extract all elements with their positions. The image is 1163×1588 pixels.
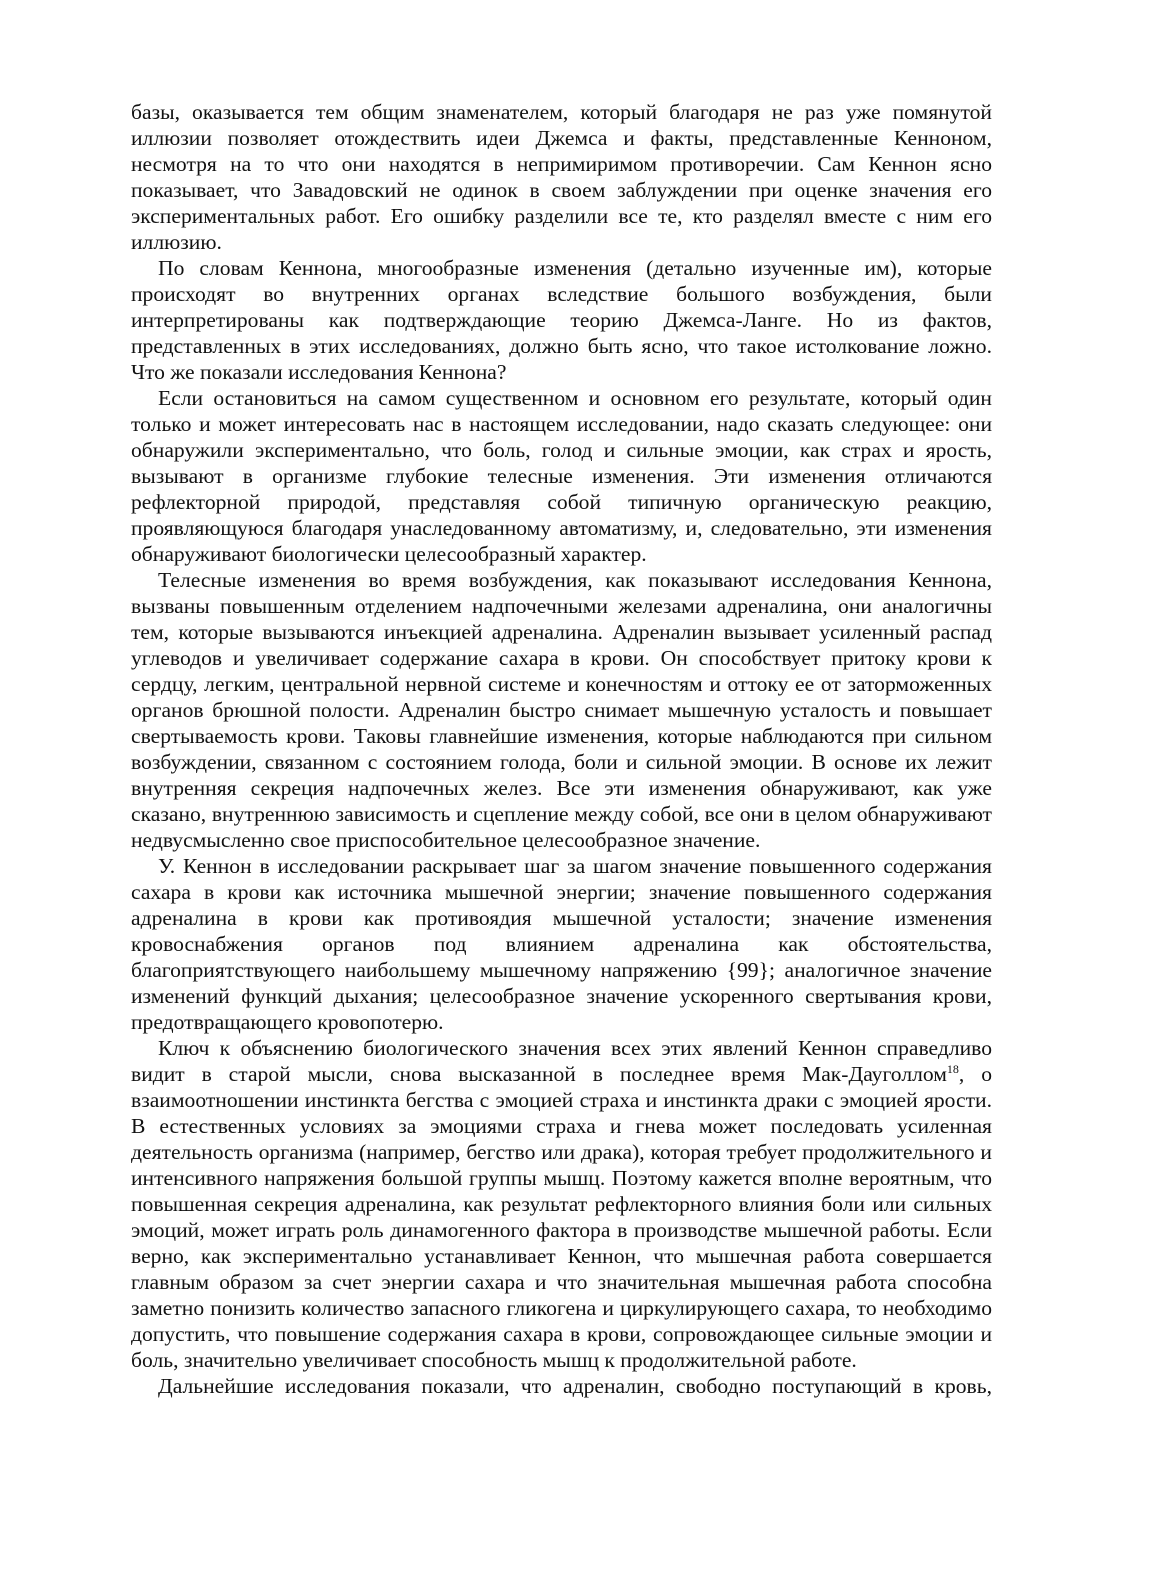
paragraph-6 — [131, 1035, 992, 1373]
footnote-marker[interactable]: 18 — [946, 1061, 959, 1076]
paragraph-6-text-after: , о взаимоотношении инстинкта бегства с эмоцией страха и инстинкта драки с эмоцией ярости. В естественных условиях за эмоциями страха и гнева может последовать усиленная деятельность организма (например, бегство или драка), которая требует продолжительного и интенсивного напряжения большой группы мышц. Поэтому кажется вполне вероятным, что повышенная секреция адреналина, как результат рефлекторного влияния боли или сильных эмоций, может играть роль динамогенного фактора в производстве мышечной работы. Если верно, как экспериментально устанавливает Кеннон, что мышечная работа совершается главным образом за счет энергии сахара и что значительная мышечная работа способна заметно понизить количество запасного гликогена и циркулирующего сахара, то необходимо допустить, что повышение содержания сахара в крови, сопровождающее сильные эмоции и боль, значительно увеличивает способность мышц к продолжительной работе. — [131, 1062, 992, 1372]
paragraph-5: У. Кеннон в исследовании раскрывает шаг за шагом значение повышенного содержания сахара в крови как источника мышечной энергии; значение повышенного содержания адреналина в крови как противоядия мышечной усталости; значение изменения кровоснабжения органов под влиянием адреналина как обстоятельства, благоприятствующего наибольшему мышечному напряжению {99}; аналогичное значение изменений функций дыхания; целесообразное значение ускоренного свертывания крови, предотвращающего кровопотерю. — [131, 854, 992, 1034]
paragraph-2: По словам Кеннона, многообразные изменения (детально изученные им), которые происходят во внутренних органах вследствие большого возбуждения, были интерпретированы как подтверждающие теорию Джемса-Ланге. Но из фактов, представленных в этих исследованиях, должно быть ясно, что такое истолкование ложно. Что же показали исследования Кеннона? — [131, 256, 992, 384]
paragraph-3: Если остановиться на самом существенном и основном его результате, который один только и может интересовать нас в настоящем исследовании, надо сказать следующее: они обнаружили экспериментально, что боль, голод и сильные эмоции, как страх и ярость, вызывают в организме глубокие телесные изменения. Эти изменения отличаются рефлекторной природой, представляя собой типичную органическую реакцию, проявляющуюся благодаря унаследованному автоматизму, и, следовательно, эти изменения обнаруживают биологически целесообразный характер. — [131, 386, 992, 566]
body-text — [131, 99, 992, 1399]
paragraph-4: Телесные изменения во время возбуждения, как показывают исследования Кеннона, вызваны повышенным отделением надпочечными железами адреналина, они аналогичны тем, которые вызываются инъекцией адреналина. Адреналин вызывает усиленный распад углеводов и увеличивает содержание сахара в крови. Он способствует притоку крови к сердцу, легким, центральной нервной системе и конечностям и оттоку ее от заторможенных органов брюшной полости. Адреналин быстро снимает мышечную усталость и повышает свертываемость крови. Таковы главнейшие изменения, которые наблюдаются при сильном возбуждении, связанном с состоянием голода, боли и сильной эмоции. В основе их лежит внутренняя секреция надпочечных желез. Все эти изменения обнаруживают, как уже сказано, внутреннюю зависимость и сцепление между собой, все они в целом обнаруживают недвусмысленно свое приспособительное целесообразное значение. — [131, 568, 992, 852]
paragraph-7: Дальнейшие исследования показали, что адреналин, свободно поступающий в кровь, — [158, 1374, 992, 1398]
paragraph-6-text-before: Ключ к объяснению биологического значения всех этих явлений Кеннон справедливо видит в старой мысли, снова высказанной в последнее время Мак-Дауголлом — [131, 1036, 992, 1086]
paragraph-1: базы, оказывается тем общим знаменателем, который благодаря не раз уже помянутой иллюзии позволяет отождествить идеи Джемса и факты, представленные Кенноном, несмотря на то что они находятся в непримиримом противоречии. Сам Кеннон ясно показывает, что Завадовский не одинок в своем заблуждении при оценке значения его экспериментальных работ. Его ошибку разделили все те, кто разделял вместе с ним его иллюзию. — [131, 100, 992, 254]
